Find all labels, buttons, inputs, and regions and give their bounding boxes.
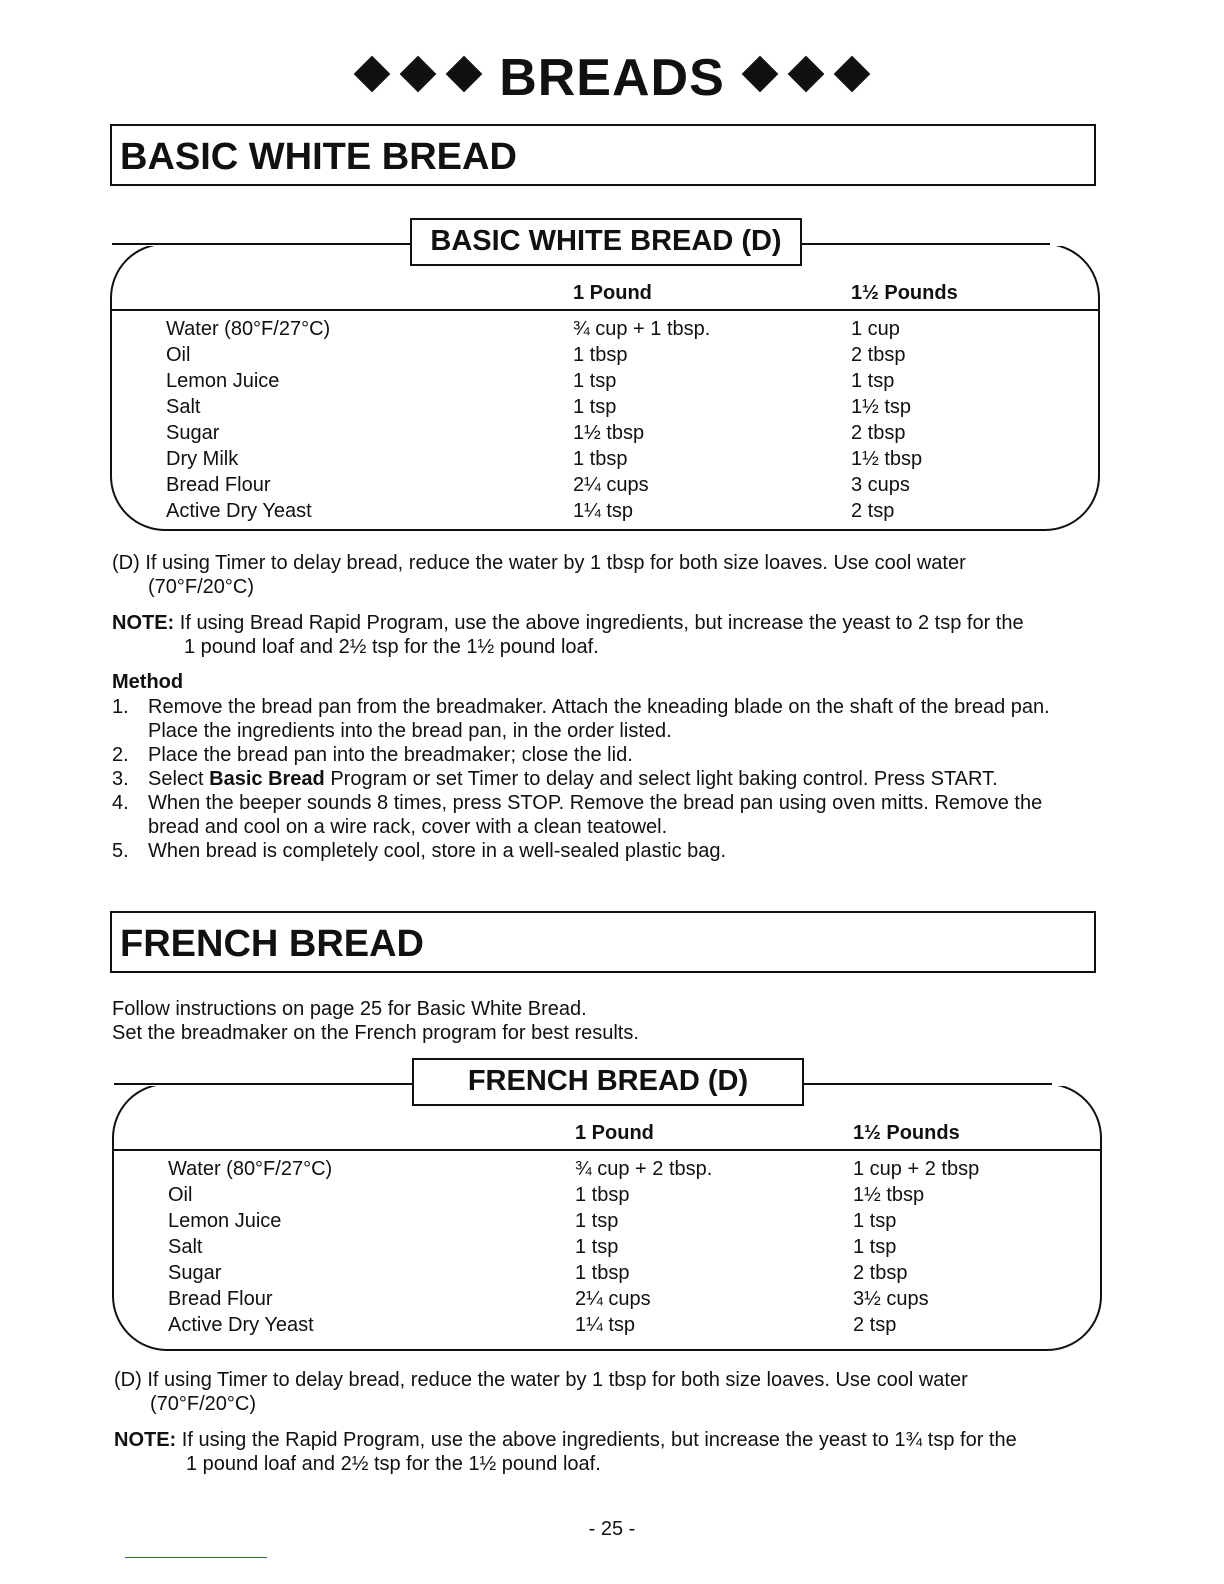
footnote-label: (D) [112, 552, 140, 574]
amount-1-5-pounds: 1 tsp [853, 1210, 897, 1232]
amount-1-5-pounds: 1 tsp [853, 1236, 897, 1258]
ingredient-name: Sugar [166, 422, 220, 444]
amount-1-pound: ¾ cup + 2 tbsp. [575, 1158, 713, 1180]
footnote-text-cont: (70°F/20°C) [150, 1393, 257, 1415]
diamond-icon [400, 56, 437, 93]
amount-1-5-pounds: 3½ cups [853, 1288, 929, 1310]
ingredient-name: Dry Milk [166, 448, 239, 470]
recipe-table-title: BASIC WHITE BREAD (D) [410, 218, 802, 266]
amount-1-5-pounds-list [853, 1156, 979, 1338]
step-number: 5. [112, 840, 129, 862]
frame-top-left [112, 243, 412, 245]
amount-1-pound: ¾ cup + 1 tbsp. [573, 318, 711, 340]
step-number: 2. [112, 744, 129, 766]
column-header-1-pound: 1 Pound [573, 282, 652, 304]
amount-1-pound: 1 tsp [575, 1236, 619, 1258]
ingredient-name: Active Dry Yeast [166, 500, 312, 522]
note-text: If using Bread Rapid Program, use the above ingredients, but increase the yeast to 2 tsp for the [179, 612, 1024, 634]
method-step [112, 743, 1082, 767]
ingredient-name: Water (80°F/27°C) [166, 318, 331, 340]
amount-1-pound: 1 tsp [575, 1210, 619, 1232]
ingredient-list [168, 1156, 332, 1338]
ingredient-name: Active Dry Yeast [168, 1314, 314, 1336]
table-header-rule [114, 1149, 1100, 1151]
diamond-icon [354, 56, 391, 93]
note-text-cont: 1 pound loaf and 2½ tsp for the 1½ pound loaf. [186, 1453, 601, 1475]
diamond-icon [833, 56, 870, 93]
step-number: 1. [112, 696, 129, 718]
ingredient-name: Salt [168, 1236, 203, 1258]
amount-1-pound-list [575, 1156, 712, 1338]
footnote-d [114, 1368, 1114, 1416]
ingredient-name: Lemon Juice [166, 370, 280, 392]
section-heading-basic-white-bread: BASIC WHITE BREAD [110, 124, 1096, 186]
ingredient-name: Lemon Juice [168, 1210, 282, 1232]
frame-top-right [800, 243, 1050, 245]
ingredient-name: Sugar [168, 1262, 222, 1284]
method-title: Method [112, 671, 184, 693]
amount-1-5-pounds-list [851, 316, 922, 524]
footnote-label: (D) [114, 1369, 142, 1391]
amount-1-5-pounds: 1½ tbsp [851, 448, 923, 470]
page-title-text: BREADS [499, 49, 725, 108]
amount-1-5-pounds: 1½ tbsp [853, 1184, 925, 1206]
step-text: Place the bread pan into the breadmaker; close the lid. [148, 744, 633, 766]
amount-1-pound: 2¼ cups [573, 474, 649, 496]
amount-1-pound: 1¼ tsp [573, 500, 634, 522]
note-label: NOTE: [112, 612, 175, 634]
intro-line: Set the breadmaker on the French program for best results. [112, 1022, 639, 1044]
step-text-pre: Select [148, 768, 210, 790]
amount-1-pound: 1¼ tsp [575, 1314, 636, 1336]
footnote-text: If using Timer to delay bread, reduce the water by 1 tbsp for both size loaves. Use cool water [145, 552, 966, 574]
ingredient-name: Bread Flour [168, 1288, 273, 1310]
method-step [112, 839, 1082, 863]
amount-1-pound: 1 tsp [573, 396, 617, 418]
step-number: 3. [112, 768, 129, 790]
amount-1-5-pounds: 1 tsp [851, 370, 895, 392]
amount-1-pound: 1 tbsp [573, 448, 628, 470]
note-text-cont: 1 pound loaf and 2½ tsp for the 1½ pound loaf. [184, 636, 599, 658]
amount-1-pound: 1 tsp [573, 370, 617, 392]
amount-1-pound-list [573, 316, 710, 524]
method-step [112, 767, 1082, 791]
diamond-icon [446, 56, 483, 93]
column-header-1-5-pounds: 1½ Pounds [853, 1122, 960, 1144]
method-list [112, 695, 1082, 863]
footnote-text-cont: (70°F/20°C) [148, 576, 255, 598]
ingredient-name: Oil [168, 1184, 193, 1206]
table-header-rule [112, 309, 1098, 311]
column-header-1-5-pounds: 1½ Pounds [851, 282, 958, 304]
page-title [0, 40, 1224, 113]
footnote-text: If using Timer to delay bread, reduce the water by 1 tbsp for both size loaves. Use cool water [147, 1369, 968, 1391]
note [112, 611, 1112, 659]
frame-top-left [114, 1083, 414, 1085]
amount-1-5-pounds: 1 cup + 2 tbsp [853, 1158, 980, 1180]
amount-1-pound: 1 tbsp [573, 344, 628, 366]
french-intro [112, 997, 1112, 1045]
section-heading-french-bread: FRENCH BREAD [110, 911, 1096, 973]
method-step [112, 791, 1082, 839]
amount-1-5-pounds: 2 tbsp [851, 344, 906, 366]
page-number: - 25 - [588, 1518, 636, 1540]
ingredient-name: Oil [166, 344, 191, 366]
column-header-1-pound: 1 Pound [575, 1122, 654, 1144]
diamond-icon [741, 56, 778, 93]
amount-1-pound: 1 tbsp [575, 1184, 630, 1206]
step-text: When the beeper sounds 8 times, press STOP. Remove the bread pan using oven mitts. Remove the bread and cool on a wire rack, cover with a clean teatowel. [148, 792, 1043, 838]
step-text-post: Program or set Timer to delay and select light baking control. Press START. [324, 768, 998, 790]
amount-1-5-pounds: 2 tbsp [851, 422, 906, 444]
diamond-icon [787, 56, 824, 93]
ingredient-name: Water (80°F/27°C) [168, 1158, 333, 1180]
amount-1-5-pounds: 2 tbsp [853, 1262, 908, 1284]
note [114, 1428, 1114, 1476]
footer-rule [125, 1557, 267, 1558]
amount-1-5-pounds: 2 tsp [853, 1314, 897, 1336]
method-step [112, 695, 1082, 743]
step-number: 4. [112, 792, 129, 814]
step-text: Remove the bread pan from the breadmaker. Attach the kneading blade on the shaft of the bread pan. Place the ingredients into the bread pan, in the order listed. [148, 696, 1050, 742]
ingredient-list [166, 316, 330, 524]
amount-1-5-pounds: 1 cup [851, 318, 900, 340]
note-text: If using the Rapid Program, use the above ingredients, but increase the yeast to 1¾ tsp for the [181, 1429, 1017, 1451]
intro-line: Follow instructions on page 25 for Basic White Bread. [112, 998, 587, 1020]
step-text: When bread is completely cool, store in a well-sealed plastic bag. [148, 840, 727, 862]
amount-1-pound: 1½ tbsp [573, 422, 645, 444]
recipe-table-title: FRENCH BREAD (D) [412, 1058, 804, 1106]
ingredient-name: Bread Flour [166, 474, 271, 496]
note-label: NOTE: [114, 1429, 177, 1451]
ingredient-name: Salt [166, 396, 201, 418]
amount-1-pound: 2¼ cups [575, 1288, 651, 1310]
amount-1-5-pounds: 2 tsp [851, 500, 895, 522]
footnote-d [112, 551, 1112, 599]
amount-1-5-pounds: 3 cups [851, 474, 910, 496]
amount-1-5-pounds: 1½ tsp [851, 396, 912, 418]
step-text-bold: Basic Bread [209, 768, 325, 790]
frame-top-right [802, 1083, 1052, 1085]
amount-1-pound: 1 tbsp [575, 1262, 630, 1284]
